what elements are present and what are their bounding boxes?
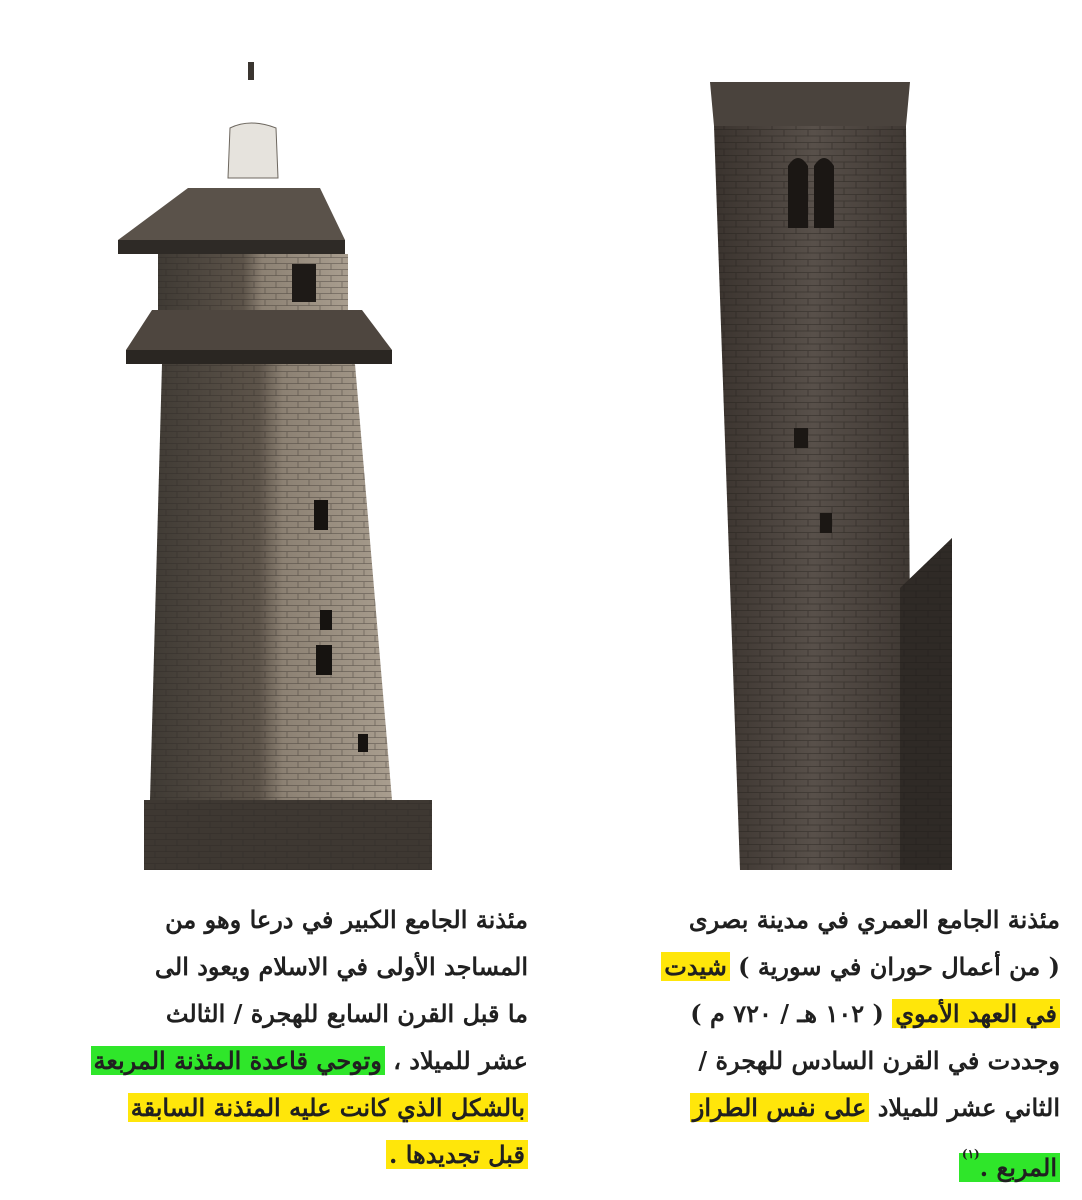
caption-left-line-1: مئذنة الجامع الكبير في درعا وهو من — [165, 905, 528, 934]
caption-right-line-6 — [600, 1131, 1060, 1182]
yellow-highlight: شيدت — [661, 952, 730, 981]
yellow-highlight: قبل تجديدها . — [386, 1140, 528, 1169]
caption-right-line-5-text: الثاني عشر للميلاد — [877, 1093, 1060, 1122]
caption-right-line-3-text: ( ١٠٢ هـ / ٧٢٠ م ) — [690, 999, 884, 1028]
caption-left-line-4-text: عشر للميلاد ، — [393, 1046, 528, 1075]
yellow-highlight: على نفس الطراز — [690, 1093, 870, 1122]
caption-right-line-3 — [600, 990, 1060, 1037]
caption-right-line-2 — [600, 943, 1060, 990]
caption-right-line-4: وجددت في القرن السادس للهجرة / — [698, 1046, 1060, 1075]
caption-left-line-4 — [28, 1037, 528, 1084]
caption-daraa — [28, 896, 528, 1178]
green-highlight — [959, 1147, 1060, 1182]
minaret-daraa-photo — [100, 60, 440, 870]
green-highlight: وتوحي قاعدة المئذنة المربعة — [91, 1046, 385, 1075]
caption-right-line-1: مئذنة الجامع العمري في مدينة بصرى — [688, 905, 1060, 934]
caption-bosra — [600, 896, 1060, 1182]
caption-left-line-3: ما قبل القرن السابع للهجرة / الثالث — [165, 999, 528, 1028]
caption-right-line-2-text: ( من أعمال حوران في سورية ) — [738, 952, 1060, 981]
caption-left-line-6 — [28, 1131, 528, 1178]
caption-right-line-6-text: المربع . — [979, 1153, 1057, 1182]
caption-left-line-5 — [28, 1084, 528, 1131]
footnote-marker: (١) — [961, 1147, 980, 1161]
caption-right-line-5 — [600, 1084, 1060, 1131]
yellow-highlight: في العهد الأموي — [892, 999, 1060, 1028]
minaret-bosra-photo — [700, 78, 952, 870]
caption-left-line-2: المساجد الأولى في الاسلام ويعود الى — [154, 952, 528, 981]
yellow-highlight: بالشكل الذي كانت عليه المئذنة السابقة — [128, 1093, 528, 1122]
